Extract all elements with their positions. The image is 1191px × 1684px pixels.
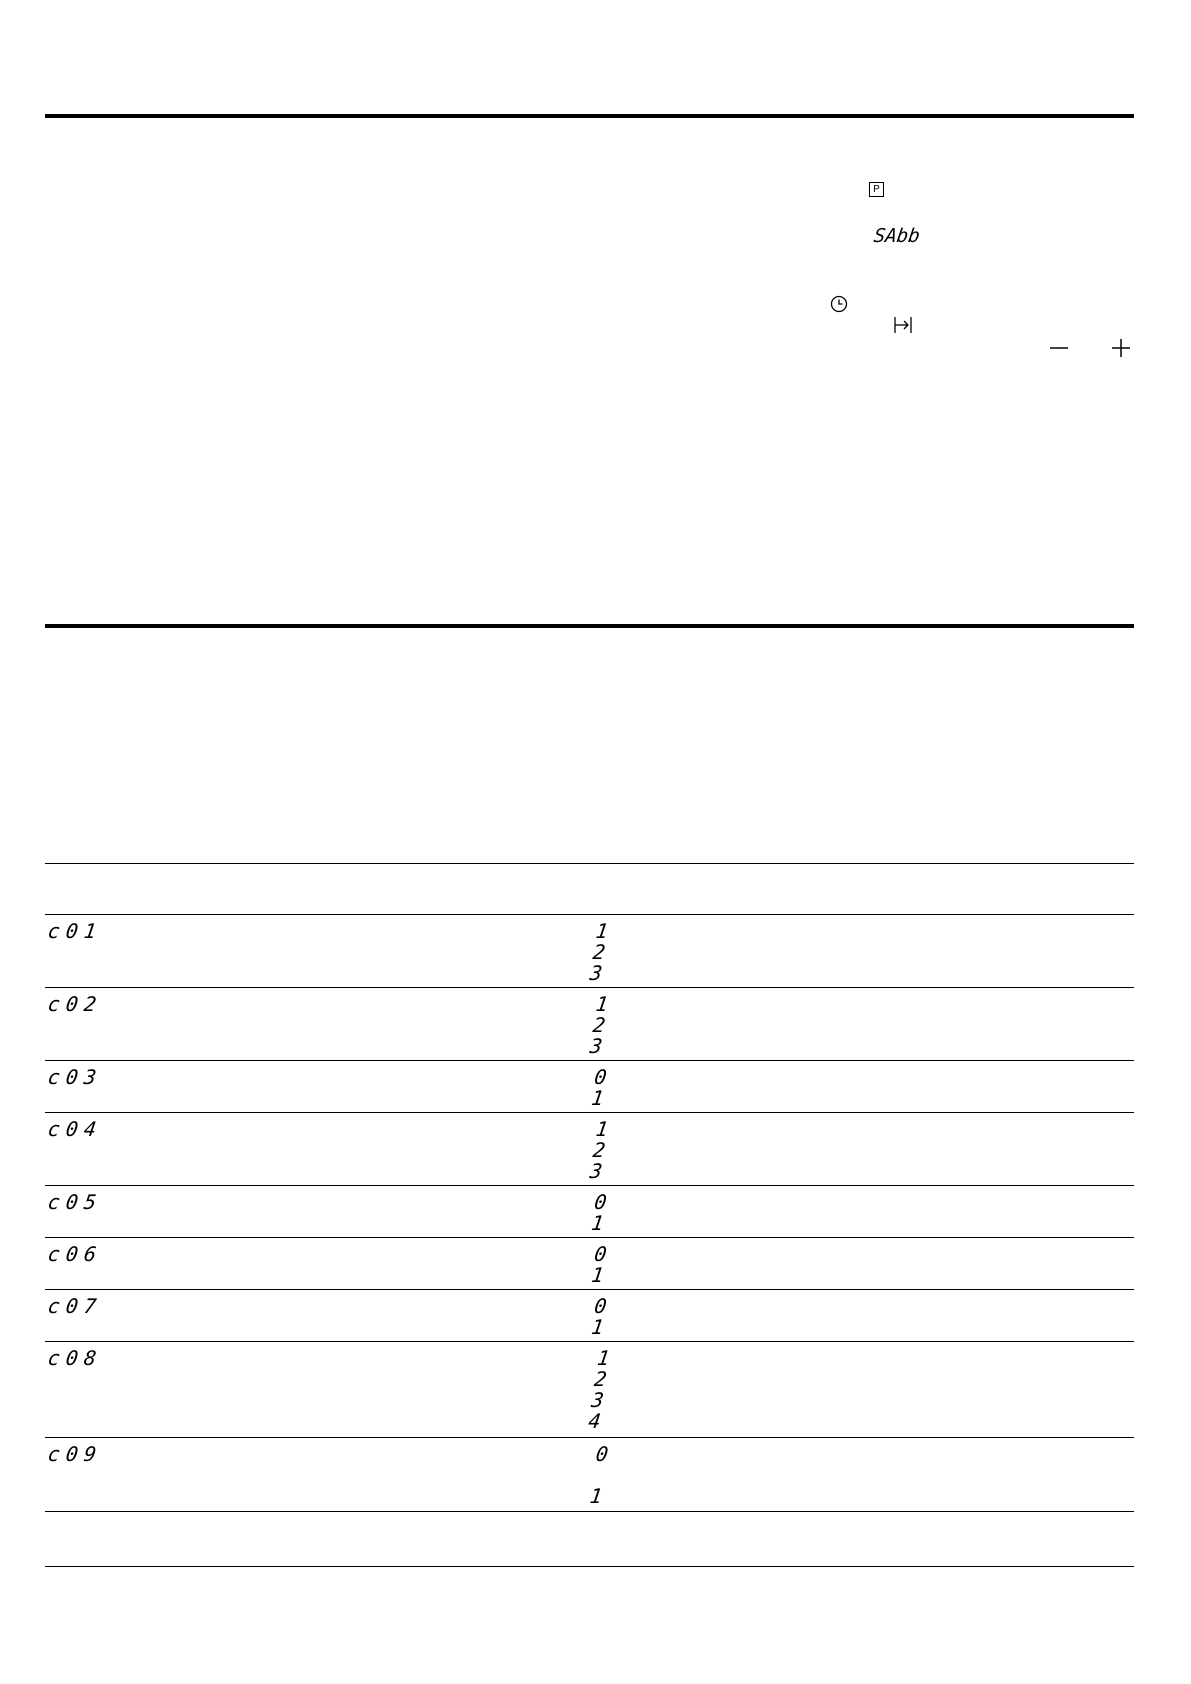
section-top-rule	[45, 114, 1134, 118]
table-bottom-rule	[45, 1566, 1134, 1567]
setting-values	[590, 1296, 626, 1338]
table-row	[45, 1186, 1134, 1238]
setting-value: 3	[588, 1159, 610, 1183]
setting-value: 2	[591, 940, 613, 964]
setting-values	[589, 994, 628, 1057]
setting-value: 1	[594, 1117, 616, 1141]
table-top-rule	[45, 863, 1134, 864]
setting-value: 1	[589, 1263, 612, 1287]
setting-code: c04	[46, 1117, 104, 1141]
setting-value: 3	[588, 961, 610, 985]
program-key-label: P	[873, 184, 880, 195]
setting-value: 3	[589, 1388, 612, 1412]
setting-value: 1	[589, 1211, 612, 1235]
setting-value: 3	[588, 1034, 610, 1058]
table-row	[45, 1342, 1134, 1438]
setting-value: 0	[592, 1294, 615, 1318]
setting-code: c08	[46, 1346, 104, 1370]
setting-code: c06	[46, 1242, 104, 1266]
display-text: SAbb	[872, 225, 922, 247]
table-row	[45, 915, 1134, 988]
table-row	[45, 1113, 1134, 1186]
setting-code: c05	[46, 1190, 104, 1214]
setting-values	[590, 1244, 626, 1286]
setting-value: 1	[589, 1315, 612, 1339]
setting-value: 1	[589, 1086, 612, 1110]
setting-value: 2	[591, 1013, 613, 1037]
clock-icon	[830, 295, 848, 313]
setting-code: c07	[46, 1294, 104, 1318]
setting-value: 1	[594, 992, 616, 1016]
setting-values	[589, 921, 628, 984]
basic-settings-table	[45, 915, 1134, 1512]
table-row	[45, 1438, 1134, 1512]
setting-value: 1	[595, 1346, 618, 1370]
setting-value: 1	[588, 1484, 610, 1508]
setting-code: c03	[46, 1065, 104, 1089]
setting-values	[590, 1192, 626, 1234]
setting-values	[589, 1444, 628, 1507]
setting-code: c02	[46, 992, 104, 1016]
setting-value: 0	[592, 1242, 615, 1266]
setting-value: 0	[592, 1190, 615, 1214]
setting-value: 1	[594, 919, 616, 943]
program-key-icon	[869, 182, 884, 197]
setting-value: 0	[592, 1065, 615, 1089]
setting-value: 0	[594, 1442, 616, 1466]
arrow-to-bar-icon	[893, 316, 913, 334]
setting-code: c09	[46, 1442, 104, 1466]
plus-icon	[1111, 338, 1131, 358]
minus-icon	[1049, 338, 1069, 358]
setting-code: c01	[46, 919, 104, 943]
setting-value: 2	[591, 1138, 613, 1162]
table-row	[45, 1290, 1134, 1342]
setting-value: 4	[586, 1409, 609, 1433]
table-row	[45, 1238, 1134, 1290]
setting-values	[589, 1119, 628, 1182]
setting-values	[587, 1348, 629, 1432]
setting-value: 2	[592, 1367, 615, 1391]
table-row	[45, 988, 1134, 1061]
section-divider-rule	[45, 624, 1134, 628]
setting-values	[590, 1067, 626, 1109]
table-row	[45, 1061, 1134, 1113]
